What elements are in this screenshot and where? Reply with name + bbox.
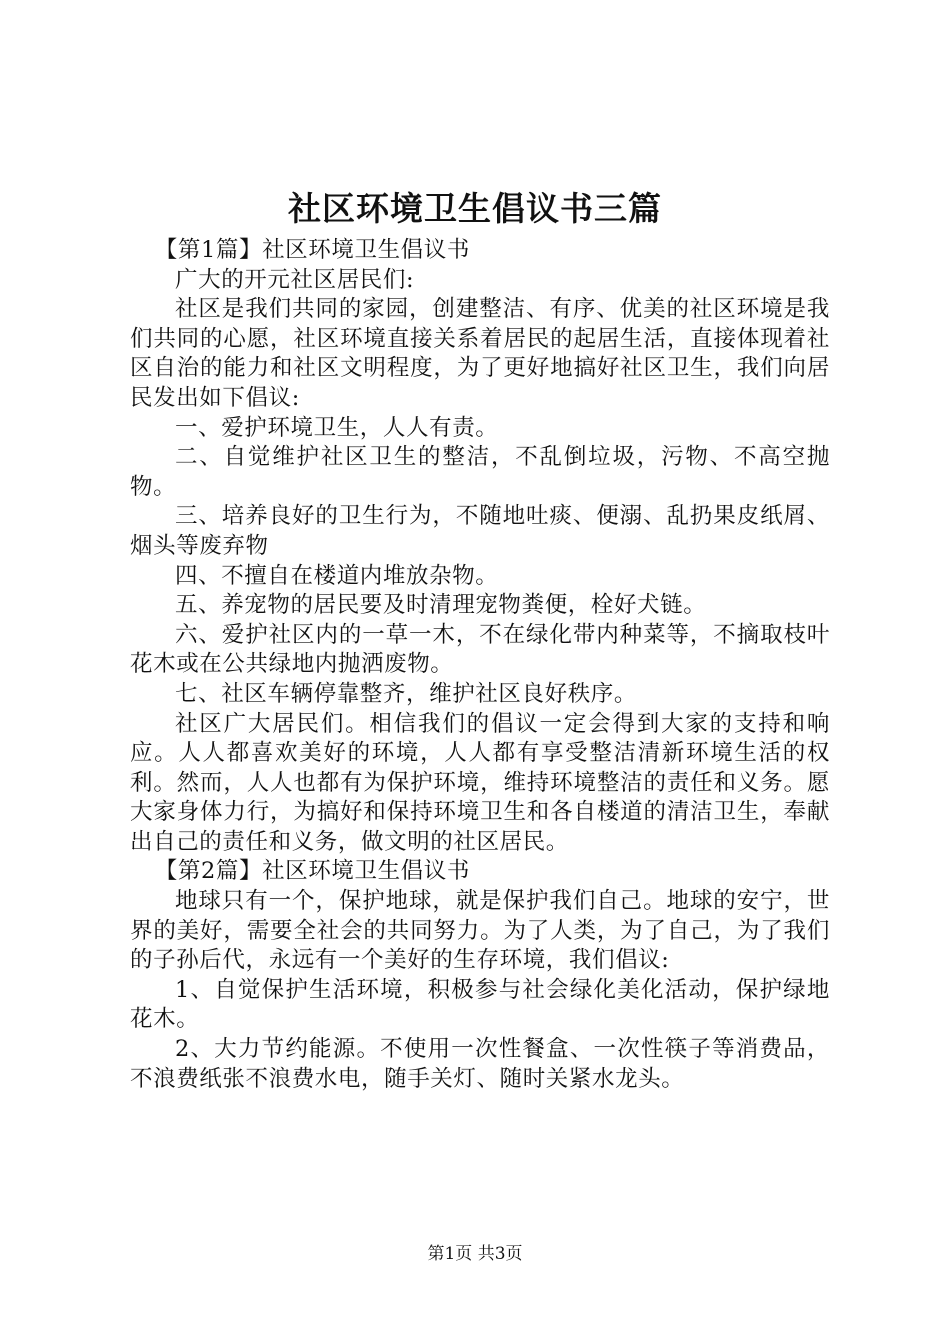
list-item: 六、爱护社区内的一草一木，不在绿化带内种菜等，不摘取枝叶花木或在公共绿地内抛洒废物。 <box>130 621 830 678</box>
list-item: 二、自觉维护社区卫生的整洁，不乱倒垃圾，污物、不高空抛物。 <box>130 444 830 500</box>
list-item: 五、养宠物的居民要及时清理宠物粪便，栓好犬链。 <box>175 592 707 619</box>
paragraph: 社区广大居民们。相信我们的倡议一定会得到大家的支持和响应。人人都喜欢美好的环境，人人都有享受整洁清新环境生活的权利。然而，人人也都有为保护环境，维持环境整洁的责任和义务。愿大家身体力行，为搞好和保持环境卫生和各自楼道的清洁卫生，奉献出自己的责任和义务，做文明的社区居民。 <box>130 710 830 855</box>
salutation: 广大的开元社区居民们: <box>175 266 415 293</box>
document-title: 社区环境卫生倡议书三篇 <box>288 189 662 228</box>
list-item: 七、社区车辆停靠整齐，维护社区良好秩序。 <box>175 680 638 707</box>
section-heading: 【第2篇】社区环境卫生倡议书 <box>154 858 470 885</box>
list-item: 2、大力节约能源。不使用一次性餐盒、一次性筷子等消费品，不浪费纸张不浪费水电，随手关灯、随时关紧水龙头。 <box>130 1036 830 1092</box>
paragraph: 社区是我们共同的家园，创建整洁、有序、优美的社区环境是我们共同的心愿，社区环境直接关系着居民的起居生活，直接体现着社区自治的能力和社区文明程度，为了更好地搞好社区卫生，我们向居民发出如下倡议: <box>130 296 830 411</box>
list-item: 三、培养良好的卫生行为，不随地吐痰、便溺、乱扔果皮纸屑、烟头等废弃物 <box>130 503 830 559</box>
list-item: 四、不擅自在楼道内堆放杂物。 <box>175 562 499 589</box>
list-item: 1、自觉保护生活环境，积极参与社会绿化美化活动，保护绿地花木。 <box>130 976 830 1033</box>
document-body <box>130 236 830 1094</box>
paragraph: 地球只有一个，保护地球，就是保护我们自己。地球的安宁，世界的美好，需要全社会的共同努力。为了人类，为了自己，为了我们的子孙后代，永远有一个美好的生存环境，我们倡议: <box>130 888 830 974</box>
page-footer: 第1页 共3页 <box>427 1244 523 1264</box>
section-heading: 【第1篇】社区环境卫生倡议书 <box>154 237 470 263</box>
list-item: 一、爱护环境卫生，人人有责。 <box>175 414 499 441</box>
